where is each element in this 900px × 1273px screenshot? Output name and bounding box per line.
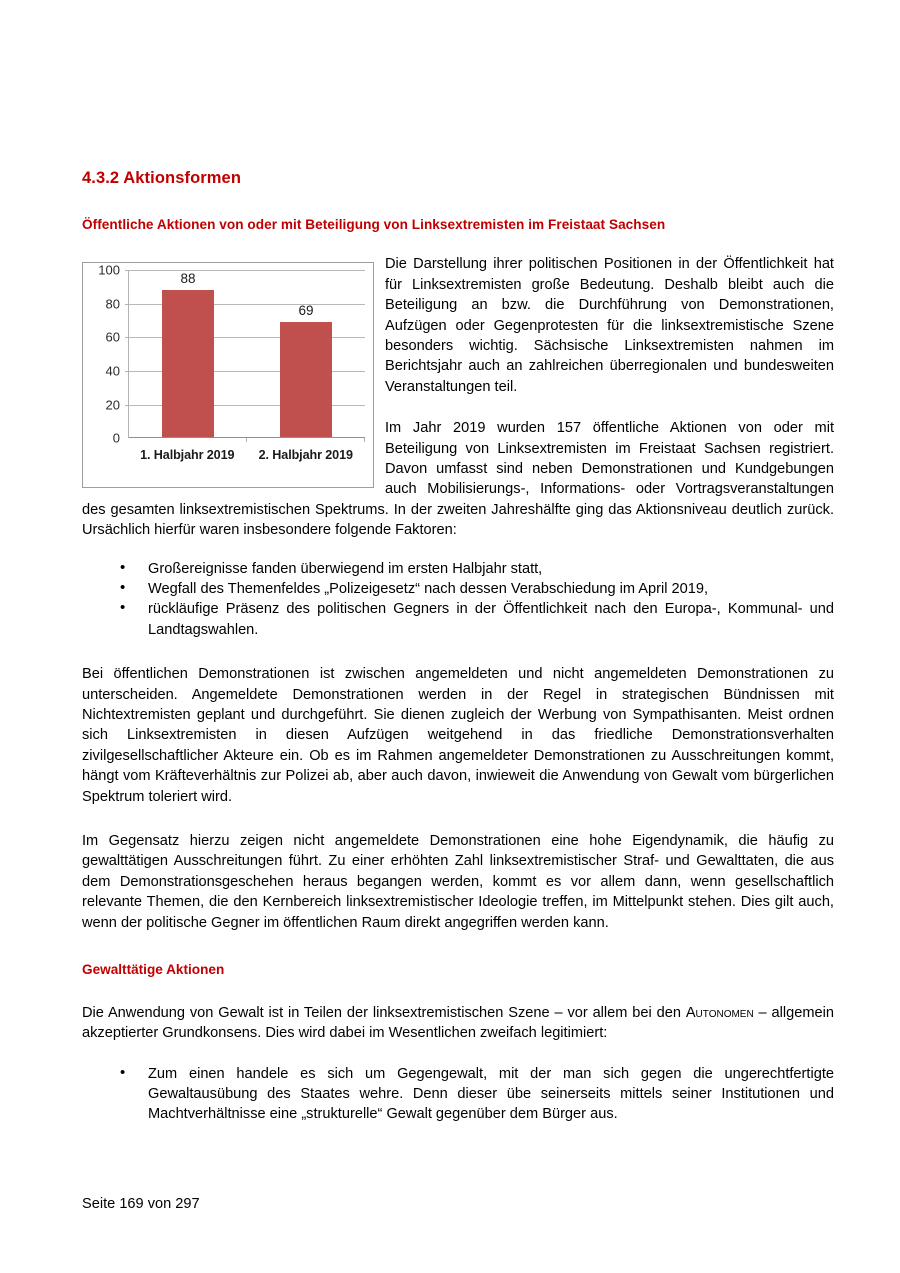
- list-item: • Großereignisse fanden überwiegend im ersten Halbjahr statt,: [148, 559, 834, 579]
- x-axis-category-labels: [128, 441, 365, 475]
- page-footer: Seite 169 von 297: [82, 1196, 200, 1212]
- chart-and-text-block: [82, 254, 834, 540]
- x-tick-label: 2. Halbjahr 2019: [258, 448, 353, 463]
- y-tick-label: 0: [112, 430, 120, 446]
- paragraph-violence-consensus: [82, 1003, 834, 1044]
- x-axis-line: [129, 437, 365, 438]
- subheading-violent-actions: Gewalttätige Aktionen: [82, 962, 225, 978]
- y-tick-label: 80: [105, 296, 120, 312]
- list-legitimation: [82, 1064, 834, 1125]
- y-tick-label: 40: [105, 363, 120, 379]
- bar-halbjahr-1: [162, 271, 214, 438]
- list-decline-factors: [82, 559, 834, 641]
- list-item: • rückläufige Präsenz des politischen Gegners in der Öffentlichkeit nach den Europa-, Kommunal- und Landtagswahlen.: [148, 599, 834, 640]
- paragraph-unregistered-demos: Im Gegensatz hierzu zeigen nicht angemeldete Demonstrationen eine hohe Eigendynamik, die häufig zu gewalttätigen Ausschreitungen führt. Zu einer erhöhten Zahl linksextremistischer Straf- und Gewalttaten, die aus dem Demonstrationsgeschehen heraus begangen werden, kommt es vor allem dann, wenn gesellschaftlich relevante Themen, die den Kernbereich linksextremistischer Ideologie treffen, im Mittelpunkt stehen. Dies gilt auch, wenn der politische Gegner im öffentlichen Raum direkt angegriffen werden kann.: [82, 833, 834, 931]
- paragraph-registered-demos: Bei öffentlichen Demonstrationen ist zwischen angemeldeten und nicht angemeldeten Demonstrationen zu unterscheiden. Angemeldete Demonstrationen werden in der Regel in strategischen Bündnissen mit Nichtextremisten geplant und durchgeführt. Sie dienen zugleich der Werbung von Sympathisanten. Meist ordnen sich Linksextremisten in diesen Aufzügen weitgehend in das friedliche Demonstrationsverhalten zivilgesellschaftlicher Akteure ein. Ob es im Rahmen angemeldeter Demonstrationen zu Ausschreitungen kommt, hängt vom Kräfteverhältnis zur Polizei ab, aber auch davon, inwieweit die Anwendung von Gewalt vom bürgerlichen Spektrum toleriert wird.: [82, 666, 834, 805]
- paragraph-2019-actions: Im Jahr 2019 wurden 157 öffentliche Aktionen von oder mit Beteiligung von Linksextremisten im Freistaat Sachsen registriert. Davon umfasst sind neben Demonstrationen und Kundgebungen auch Mobilisierungs-, Informations- oder Vortragsveranstaltungen des gesamten linksextremistischen Spektrums. In der zweiten Jahreshälfte ging das Aktionsniveau deutlich zurück. Ursächlich hierfür waren insbesondere folgende Faktoren:: [82, 420, 834, 539]
- chart-plot-area: [91, 262, 365, 446]
- bar-halbjahr-2: [280, 303, 332, 438]
- bar-slot: [129, 270, 247, 438]
- paragraph-intro: Die Darstellung ihrer politischen Positionen in der Öffentlichkeit hat für Linksextremisten große Bedeutung. Deshalb bleibt auch die Beteiligung an bzw. die Durchführung von Demonstrationen, Aufzügen oder Gegenprotesten für die linksextremistische Szene besonders wichtig. Sächsische Linksextremisten nahmen im Berichtsjahr auch an zahlreichen überregionalen und bundesweiten Veranstaltungen teil.: [385, 256, 834, 395]
- y-axis-tick-labels: [91, 262, 124, 446]
- spacer: [82, 933, 834, 961]
- chart-inner: [91, 262, 365, 480]
- chart-plot: [128, 270, 365, 438]
- y-tick-label: 100: [98, 262, 120, 278]
- list-item: • Wegfall des Themenfeldes „Polizeigesetz“ nach dessen Verabschiedung im April 2019,: [148, 579, 834, 599]
- y-tick-label: 60: [105, 329, 120, 345]
- bar-value-label: 69: [298, 303, 314, 319]
- paragraph-violence-part2: – allgemein akzeptierter Grundkonsens. Dies wird dabei im Wesentlichen zweifach legitimiert:: [82, 1004, 834, 1042]
- page-content: [82, 168, 834, 1125]
- bar-value-label: 88: [180, 271, 196, 287]
- term-autonome: Autonomen: [685, 1004, 754, 1021]
- paragraph-violence-part1: Die Anwendung von Gewalt ist in Teilen der linksextremistischen Szene – vor allem bei den: [82, 1004, 686, 1021]
- x-tick-label: 1. Halbjahr 2019: [140, 448, 235, 463]
- bar-chart-public-actions: [82, 262, 374, 488]
- chart-bars: [129, 270, 365, 438]
- bar-slot: [247, 270, 365, 438]
- subheading-public-actions: Öffentliche Aktionen von oder mit Beteiligung von Linksextremisten im Freistaat Sachsen: [82, 216, 666, 232]
- list-item: • Zum einen handele es sich um Gegengewalt, mit der man sich gegen die ungerechtfertigte Gewaltausübung des Staates wehre. Denn dieser übe seinerseits mittels seiner Institutionen und Machtverhältnisse eine „strukturelle“ Gewalt gegenüber dem Bürger aus.: [148, 1064, 834, 1125]
- page-title: 4.3.2 Aktionsformen: [82, 169, 241, 187]
- y-tick-label: 20: [105, 397, 120, 413]
